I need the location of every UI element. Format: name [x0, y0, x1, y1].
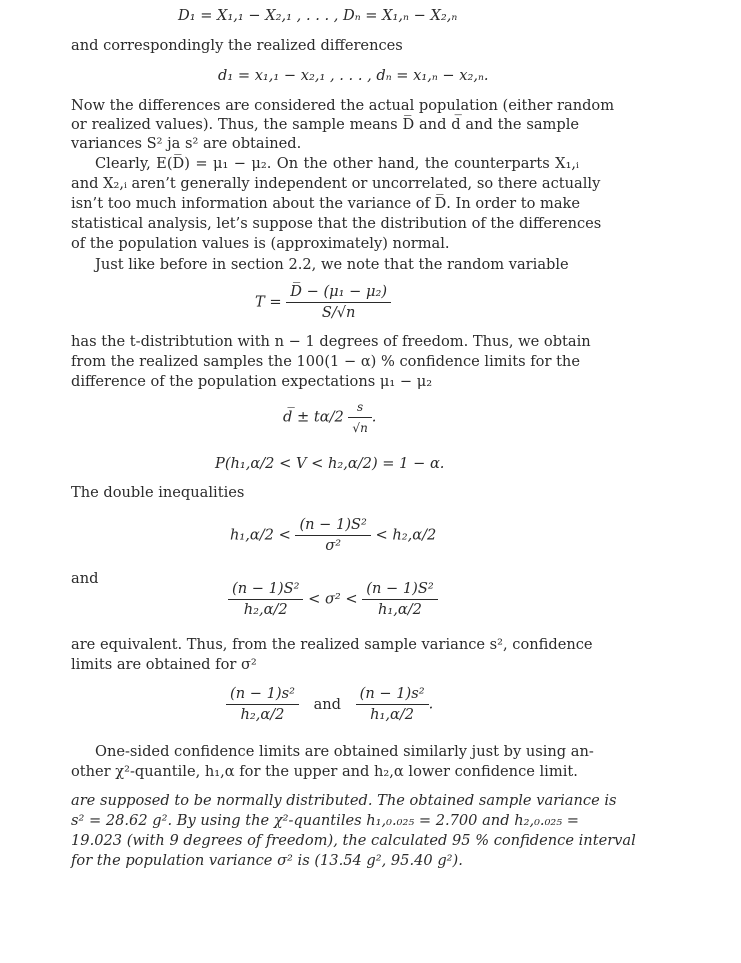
equation-differences-D: D₁ = X₁,₁ − X₂,₁ , . . . , Dₙ = X₁,ₙ − X₂,ₙ	[178, 7, 458, 24]
equation-probability: P(h₁,α/2 < V < h₂,α/2) = 1 − α.	[215, 455, 445, 472]
equation-inequality-2: $\frac{\text{(n − 1)S²}}{\text{h₂,α/2}}$ < σ² < $\frac{\text{(n − 1)S²}}{\text{h₁,α/2}}$	[228, 579, 438, 620]
equation-t-statistic: T = $\frac{\text{D̅ − (μ₁ − μ₂)}}{S/√n}$	[255, 282, 391, 323]
equation-differences-d: d₁ = x₁,₁ − x₂,₁ , . . . , dₙ = x₁,ₙ − x₂,ₙ.	[218, 67, 489, 84]
text-and: and	[71, 570, 99, 587]
text-double-inequalities: The double inequalities	[71, 484, 245, 501]
equation-confidence-limits: d̅ ± tα/2 $\frac{s}{√n}$ .	[283, 397, 376, 438]
text-random-variable-intro: Just like before in section 2.2, we note that the random variable	[95, 256, 569, 273]
equation-variance-limits: $\frac{\text{(n − 1)s²}}{\text{h₂,α/2}}$ and $\frac{\text{(n − 1)s²}}{\text{h₁,α/2}}$ .	[226, 684, 433, 725]
equation-inequality-1: h₁,α/2 < $\frac{\text{(n − 1)S²}}{\text{σ²}}$ < h₂,α/2	[230, 516, 437, 554]
text-realized-differences: and correspondingly the realized differences	[71, 37, 403, 54]
